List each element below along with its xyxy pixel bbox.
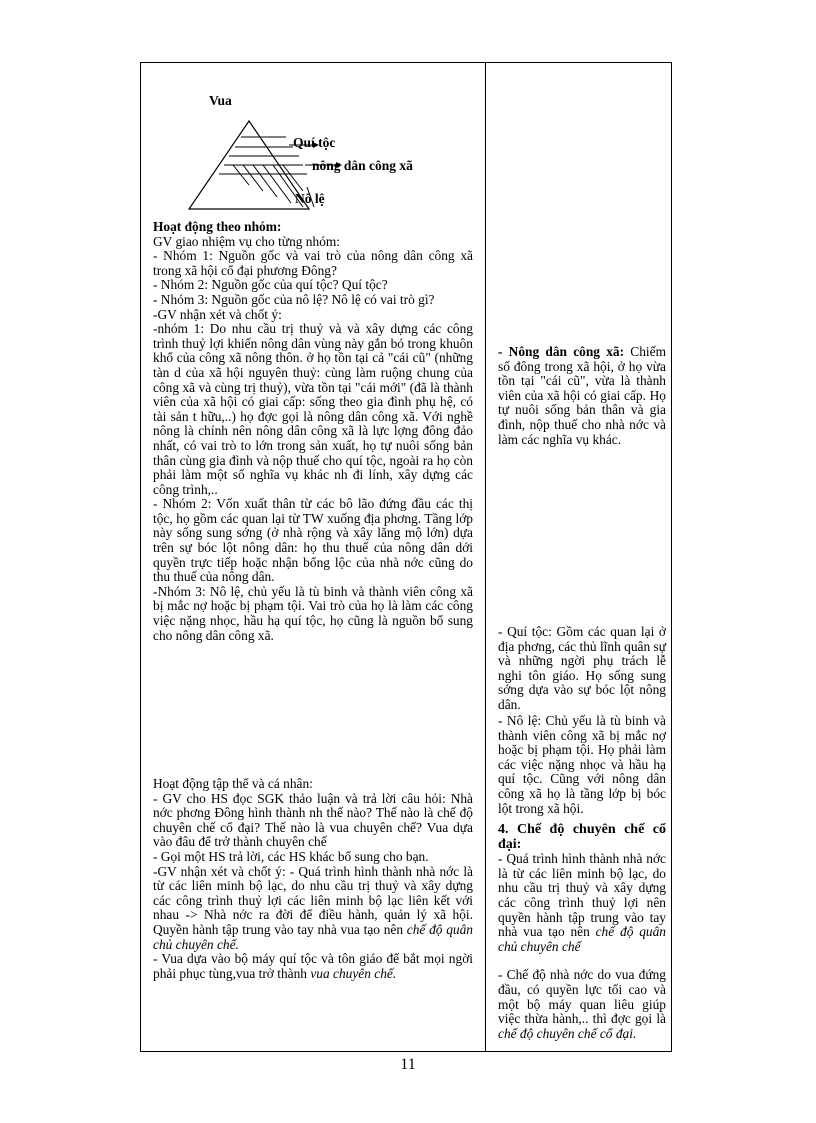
class-question: - GV cho HS đọc SGK thảo luận và trả lời câu hỏi: Nhà nớc phơng Đông hình thành nh thế nào? Thế nào là chế độ chuyên chế cổ đại? Thế nào là vua chuyên chế? Vua dựa vào đâu để trở thành chuyên chế bbox=[153, 790, 473, 850]
class-conclusion-text: -GV nhận xét và chốt ý: - Quá trình hình thành nhà nớc là từ các liên minh bộ lạc, do nhu cầu trị thuỷ và xây dựng các công trình thuỷ lợi các liên minh bộ lạc liên kết với nhau -> Nhà nớc ra đời để điều hành, quản lý xã hội. Quyền hành tập trung vào tay nhà vua tạo nên bbox=[153, 863, 473, 937]
state-formation-text: - Quá trình hình thành nhà nớc là từ các liên minh bộ lạc, do nhu cầu trị thuỷ và xây dựng các công trình thuỷ lợi nên quyền hành tập trung vào tay nhà vua tạo nên bbox=[498, 851, 666, 940]
class-conclusion-term: chế độ quân chủ chuyên chế. bbox=[153, 921, 473, 952]
despotism-term: chế độ chuyên chế cổ đại. bbox=[498, 1025, 637, 1041]
pyramid-label-king: Vua bbox=[209, 93, 232, 108]
pyramid-label-nobility: Quí tộc bbox=[293, 135, 336, 150]
content-table bbox=[140, 62, 672, 1052]
despotism-text: - Chế độ nhà nớc do vua đứng đầu, có quyền lực tối cao và một bộ máy quan liêu giúp việc thừa hành,.. thì đợc gọi là bbox=[498, 967, 666, 1027]
group2-answer: - Nhóm 2: Vốn xuất thân từ các bô lão đứng đầu các thị tộc, họ gồm các quan lại từ TW xuống địa phơng. Tầng lớp này sống sung sớng (ở nhà rộng và xây lăng mộ lớn) dựa trên sự bóc lột nông dân: họ thu thuế của nông dân dới quyền trực tiếp hoặc nhận bổng lộc của nhà nớc cũng do thu thuế của nông dân. bbox=[153, 496, 473, 585]
class-answer-instruction: - Gọi một HS trả lời, các HS khác bổ sung cho bạn. bbox=[153, 848, 429, 864]
peasants-text: Chiếm số đông trong xã hội, ở họ vừa tồn tại "cái cũ", vừa là thành viên của xã hội có giai cấp. Họ tự nuôi sống bản thân và gia đình, nộp thuế cho nhà nớc và làm các nghĩa vụ khác. bbox=[498, 344, 666, 447]
social-pyramid-diagram bbox=[181, 89, 421, 219]
group1-answer: -nhóm 1: Do nhu cầu trị thuỷ và và xây dựng các công trình thuỷ lợi khiến nông dân vùng này gắn bó trong khuôn khổ của công xã nông thôn. ở họ tồn tại cả "cái cũ" (những tàn d của xã hội nguyên thuỷ: cùng làm ruộng chung của công xã và cùng trị thuỷ), vừa tồn tại "cái mới" (đã là thành viên của xã hội có giai cấp: sống theo gia đình phụ hệ, có tài sản t hữu,..) họ đợc gọi là nông dân công xã. Với nghề nông là chính nên nông dân công xã là lực lợng đông đảo nhất, có vai trò to lớn trong sản xuất, họ tự nuôi sống bản thân cùng gia đình và nộp thuế cho quí tộc, ngoài ra họ còn phải làm một số nghĩa vụ khác nh đi lính, xây dựng các công trình,.. bbox=[153, 321, 473, 497]
slaves-summary: - Nô lệ: Chủ yếu là tù binh và thành viên công xã bị mắc nợ hoặc bị phạm tội. Họ phải làm các việc nặng nhọc và hầu hạ quí tộc. Cũng với nông dân công xã họ là tầng lớp bị bóc lột trong xã hội. bbox=[498, 713, 666, 816]
class-activity-heading: Hoạt động tập thể và cá nhân: bbox=[153, 776, 313, 791]
page-number: 11 bbox=[400, 1056, 416, 1073]
pyramid-label-peasants: nông dân công xã bbox=[312, 158, 413, 173]
left-column bbox=[153, 220, 473, 643]
king-conclusion-term: vua chuyên chế. bbox=[310, 965, 397, 981]
despotism-summary bbox=[498, 968, 666, 1041]
group3-answer: -Nhóm 3: Nô lệ, chủ yếu là tù binh và thành viên công xã bị mắc nợ hoặc bị phạm tội. Vai trò của họ là làm các công việc nặng nhọc, hầu hạ quí tộc, họ cũng là nguồn bổ sung cho nông dân công xã. bbox=[153, 583, 473, 643]
peasants-term: - Nông dân công xã: bbox=[498, 344, 625, 359]
group1-question: - Nhóm 1: Nguồn gốc và vai trò của nông dân công xã trong xã hội cổ đại phương Đông? bbox=[153, 248, 473, 278]
class-conclusion bbox=[153, 865, 473, 953]
left-column-class-activity bbox=[153, 777, 473, 981]
right-slaves-block bbox=[498, 714, 666, 816]
column-divider bbox=[485, 63, 486, 1051]
task-assignment: GV giao nhiệm vụ cho từng nhóm: bbox=[153, 233, 341, 249]
state-formation-term: chế độ quân chủ chuyên chế bbox=[498, 924, 666, 954]
section4-heading: 4. Chế độ chuyên chế cổ đại: bbox=[498, 822, 666, 852]
group-activity-heading: Hoạt động theo nhóm: bbox=[153, 219, 282, 234]
right-nobility-block bbox=[498, 625, 666, 713]
right-despotism-block bbox=[498, 823, 666, 1041]
king-conclusion bbox=[153, 952, 473, 981]
right-peasants-block bbox=[498, 345, 666, 447]
peasants-summary bbox=[498, 345, 666, 447]
pyramid-label-slaves: Nô lệ bbox=[295, 191, 325, 206]
state-formation-summary bbox=[498, 852, 666, 954]
group3-question: - Nhóm 3: Nguồn gốc của nô lệ? Nô lệ có vai trò gì? bbox=[153, 291, 435, 307]
nobility-summary: - Quí tộc: Gồm các quan lại ở địa phơng, các thủ lĩnh quân sự và những ngời phụ trách lễ nghi tôn giáo. Họ sống sung sớng dựa vào sự bóc lột nông dân. bbox=[498, 624, 666, 712]
king-conclusion-text: - Vua dựa vào bộ máy quí tộc và tôn giáo để bắt mọi ngời phải phục tùng,vua trở thành bbox=[153, 951, 473, 981]
group2-question: - Nhóm 2: Nguồn gốc của quí tộc? Quí tộc? bbox=[153, 277, 388, 293]
teacher-conclusion: -GV nhận xét và chốt ý: bbox=[153, 306, 282, 322]
